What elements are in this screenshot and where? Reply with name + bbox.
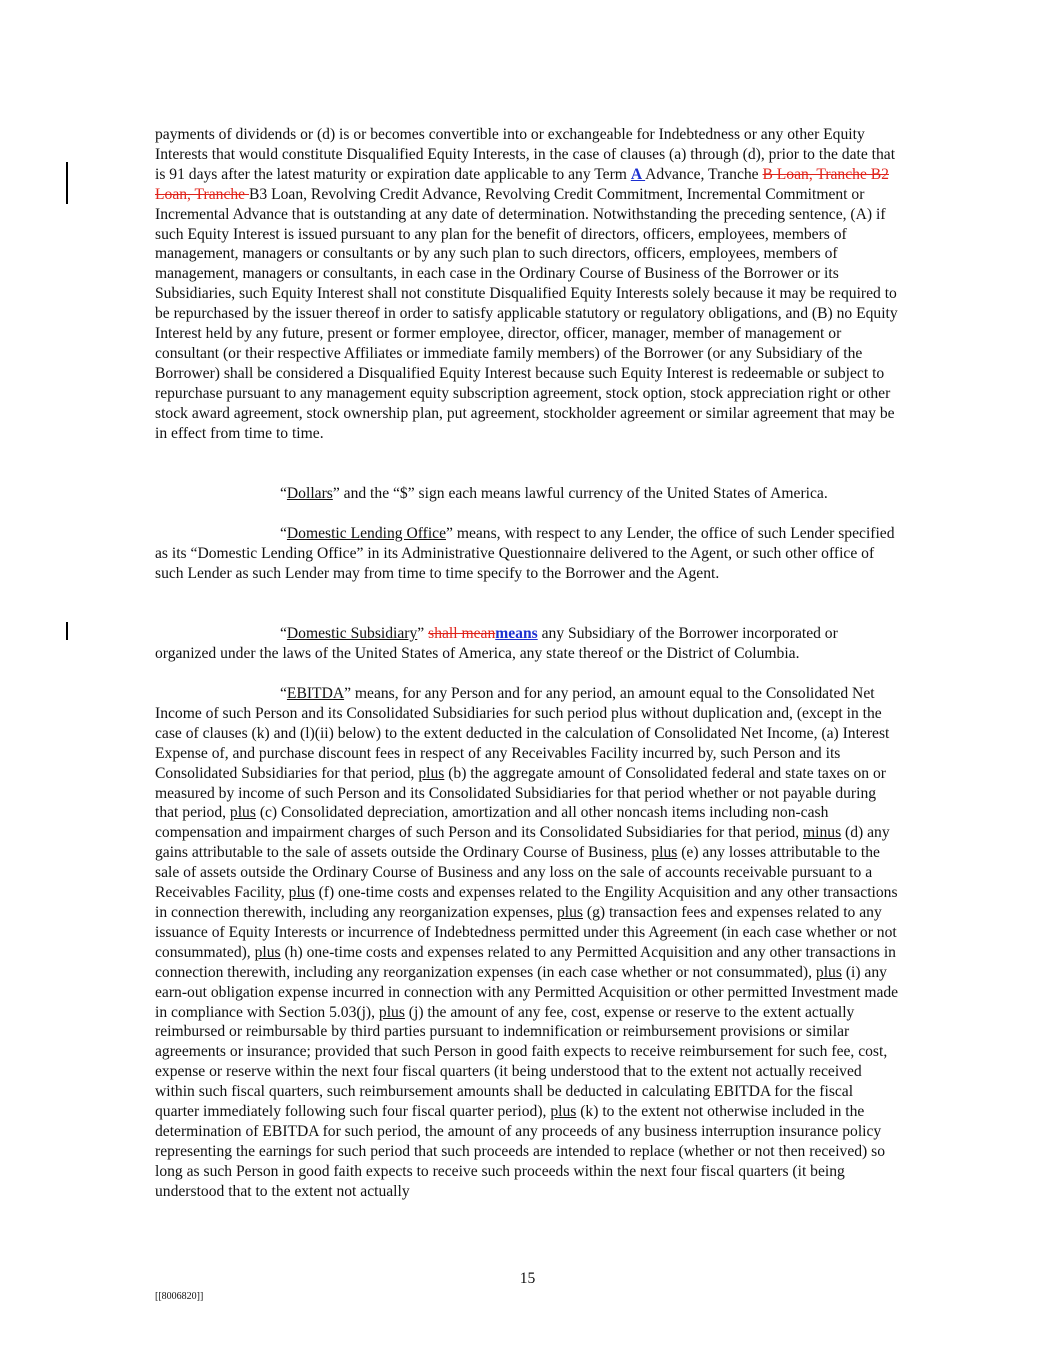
definition-text: ” means, with respect to any Lender, the office of such Lender specified as its “Domestic Lending Office” in its Administrative Questionnaire delivered to the Agent, or such other office of such Lender as such Lender may from time to time specify to the Borrower and the Agent.: [155, 525, 895, 582]
definition-text: (h) one-time costs and expenses related to any Permitted Acquisition and any other transactions in connection therewith, including any reorganization expenses (in each case whether or not consummated),: [155, 943, 896, 981]
plus-term: plus: [557, 903, 583, 921]
definition-text: (d) any gains attributable to the sale of assets outside the Ordinary Course of Business,: [155, 824, 890, 862]
quote-close: ”: [417, 625, 429, 642]
definition-text: (b) the aggregate amount of Consolidated federal and state taxes on or measured by income of such Person and its Consolidated Subsidiaries for that period whether or not payable during that period,: [155, 764, 886, 822]
definition-domestic-lending-office: [155, 524, 900, 584]
defined-term: Dollars: [286, 485, 333, 502]
definition-text: (f) one-time costs and expenses related to the Engility Acquisition and any other transactions in connection therewith, including any reorganization expenses,: [155, 884, 898, 921]
plus-term: plus: [815, 963, 842, 981]
inserted-text: means: [495, 625, 538, 642]
plus-term: plus: [378, 1003, 405, 1021]
plus-term: plus: [229, 804, 256, 822]
definition-ebitda: [155, 684, 900, 1202]
definition-text: (j) the amount of any fee, cost, expense or reserve to the extent actually reimbursed or reimbursable by third parties pursuant to indemnification or reimbursement provisions or similar agreements or insurance; provided that such Person in good faith expects to receive reimbursement for such fee, cost, expense or reserve within the next four fiscal quarters (it being understood that to the extent not actually received within such fiscal quarters, such reimbursement amounts shall be deducted in calculating EBITDA for the fiscal quarter immediately following such four fiscal quarter period),: [155, 1003, 888, 1121]
definition-text: (k) to the extent not otherwise included in the determination of EBITDA for such period, the amount of any proceeds of any business interruption insurance policy representing the earnings for such period that such proceeds are intended to replace (whether or not then received) so long as such Person in good faith expects to receive such proceeds within the next four fiscal quarters (it being understood that to the extent not actually: [155, 1103, 886, 1200]
change-bar: [66, 162, 68, 204]
quote-open: “: [280, 525, 287, 542]
plus-term: plus: [288, 884, 315, 902]
quote-open: “: [280, 485, 287, 502]
plus-term: plus: [418, 764, 445, 782]
paragraph-disqualified-equity-continued: [155, 125, 900, 444]
body-text: B3 Loan, Revolving Credit Advance, Revolving Credit Commitment, Incremental Commitment or Incremental Advance that is outstanding at any date of determination. Notwithstanding the preceding sentence, (A) if such Equity Interest is issued pursuant to any plan for the benefit of directors, officers, employees, members of management, managers or consultants or by any such plan to such directors, officers, employees, members of management, managers or consultants, in each case in the Ordinary Course of Business of the Borrower or its Subsidiaries, such Equity Interest shall not constitute Disqualified Equity Interests solely because it may be required to be repurchased by the issuer thereof in order to satisfy applicable statutory or regulatory obligations, and (B) no Equity Interest held by any future, present or former employee, director, officer, manager, member of management or consultant (or their respective Affiliates or immediate family members) of the Borrower (or any Subsidiary of the Borrower) shall be considered a Disqualified Equity Interest because such Equity Interest is redeemable or subject to repurchase pursuant to any management equity subscription agreement, stock option, stock appreciation right or other stock award agreement, stock ownership plan, put agreement, stockholder agreement or similar agreement that may be in effect from time to time.: [155, 185, 898, 442]
definition-text: ” means, for any Person and for any period, an amount equal to the Consolidated Net Income of such Person and its Consolidated Subsidiaries for such period plus without duplication and, (except in the case of clauses (k) and (l)(ii) below) to the extent deducted in the calculation of Consolidated Net Income, (a) Interest Expense of, and purchase discount fees in respect of any Receivables Facility incurred by, such Person and its Consolidated Subsidiaries for that period,: [155, 685, 890, 782]
definition-text: any Subsidiary of the Borrower incorporated or organized under the laws of the United States of America, any state thereof or the District of Columbia.: [155, 625, 838, 662]
definition-text: (i) any earn-out obligation expense incurred in connection with any Permitted Acquisition or other permitted Investment made in compliance with Section 5.03(j),: [155, 963, 899, 1021]
deleted-text: B Loan, Tranche B2 Loan, Tranche: [155, 165, 889, 203]
document-id: [[8006820]]: [155, 1291, 204, 1302]
deleted-text: shall mean: [428, 625, 496, 642]
body-text: payments of dividends or (d) is or becomes convertible into or exchangeable for Indebtedness or any other Equity Interests that would constitute Disqualified Equity Interests, in the case of clauses (a) through (d), prior to the date that is 91 days after the latest maturity or expiration date applicable to any Term: [155, 126, 896, 183]
plus-term: plus: [254, 943, 281, 961]
defined-term: Domestic Subsidiary: [286, 625, 418, 642]
definition-domestic-subsidiary: [155, 624, 900, 664]
definition-dollars: [155, 484, 900, 504]
quote-open: “: [280, 625, 287, 642]
minus-term: minus: [803, 824, 842, 842]
definition-text: (e) any losses attributable to the sale of assets outside the Ordinary Course of Business and any loss on the sale of accounts receivable pursuant to a Receivables Facility,: [155, 844, 880, 902]
definition-text: (c) Consolidated depreciation, amortization and all other noncash items including non-cash compensation and impairment charges of such Person and its Consolidated Subsidiaries for that period,: [155, 804, 829, 842]
definition-text: ” and the “$” sign each means lawful currency of the United States of America.: [332, 485, 828, 502]
change-bar: [66, 622, 68, 640]
definition-text: (g) transaction fees and expenses related to any issuance of Equity Interests or incurrence of Indebtedness permitted under this Agreement (in each case whether or not consummated),: [155, 903, 897, 961]
defined-term: Domestic Lending Office: [286, 525, 446, 542]
body-text: Advance, Tranche: [645, 165, 763, 183]
defined-term: EBITDA: [286, 685, 345, 702]
inserted-text: A: [630, 165, 646, 183]
page-number: 15: [519, 1270, 536, 1287]
quote-open: “: [280, 685, 287, 702]
plus-term: plus: [550, 1103, 577, 1121]
plus-term: plus: [651, 844, 678, 862]
